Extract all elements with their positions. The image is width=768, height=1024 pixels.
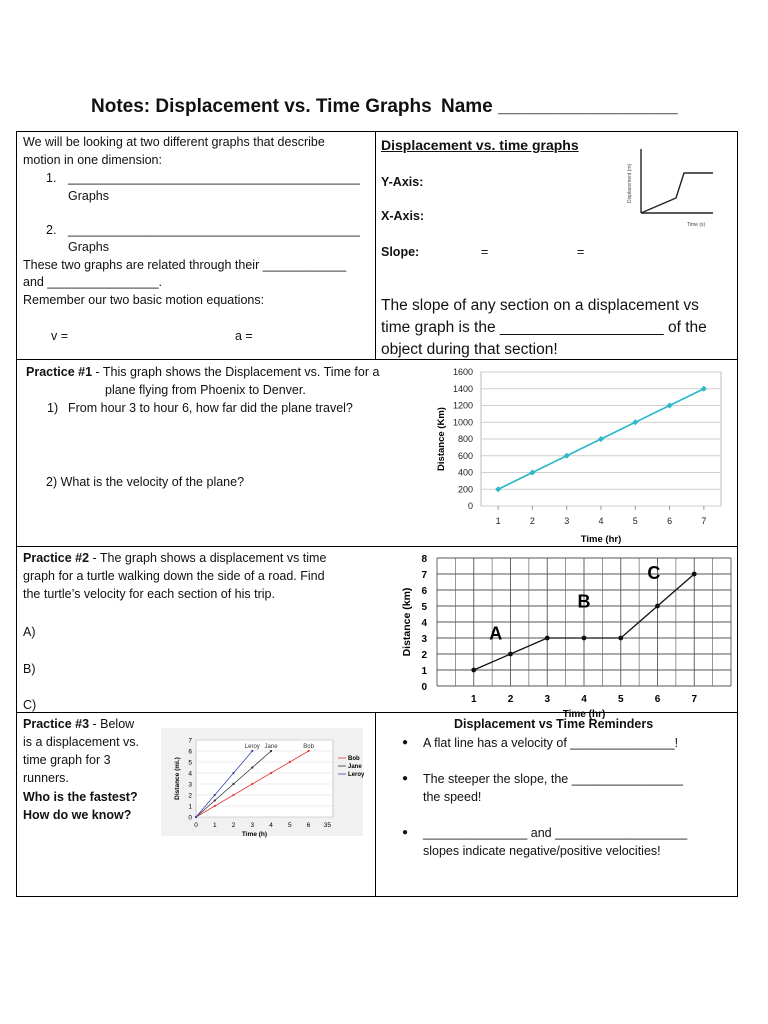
y-tick-label: 8 (421, 554, 427, 565)
end-label-bob: Bob (303, 744, 314, 750)
data-point (495, 486, 501, 492)
x-tick-label: 7 (691, 694, 698, 705)
practice-1-text-b: plane flying from Phoenix to Denver. (105, 383, 306, 397)
y-axis-title: Distance (Km) (436, 407, 447, 471)
data-point (618, 636, 623, 641)
remember-text: Remember our two basic motion equations: (23, 293, 265, 307)
data-point-bob (289, 761, 291, 763)
item-2-number: 2. (46, 223, 57, 237)
data-point-bob (308, 750, 310, 752)
x-tick-label: 4 (269, 822, 273, 829)
practice-3-intro (23, 715, 134, 733)
data-point-leroy (251, 750, 253, 752)
y-tick-label: 1200 (452, 400, 473, 411)
practice-2-intro (23, 549, 326, 567)
data-point-bob (232, 794, 234, 796)
data-point (692, 572, 697, 577)
practice-3-cell (23, 713, 163, 895)
reminders-cell (381, 714, 735, 896)
practice-2-text-c: the turtle’s velocity for each section of his trip. (23, 587, 275, 601)
legend-label-bob: Bob (348, 756, 360, 763)
slope-text-1: The slope of any section on a displacement vs (381, 297, 699, 314)
x-tick-label: 2 (529, 516, 535, 526)
velocity-equation: v = (51, 329, 69, 343)
practice-3-title: Practice #3 (23, 717, 90, 731)
item-1-label: Graphs (68, 189, 109, 203)
x-tick-label: 6 (667, 516, 673, 526)
data-point (667, 403, 673, 409)
data-point-bob (270, 772, 272, 774)
reminder-3-text-a: _______________ and ___________________ (423, 826, 688, 840)
reminder-1-text: A flat line has a velocity of _______________! (423, 736, 679, 750)
data-point (545, 636, 550, 641)
y-tick-label: 7 (421, 570, 427, 581)
plane-distance-chart (413, 362, 725, 544)
x-tick-label: 3 (250, 822, 255, 829)
x-tick-label: 5 (617, 694, 624, 705)
mini-graph-line (641, 173, 713, 213)
x-tick-label: 1 (470, 694, 477, 705)
turtle-distance-chart (397, 552, 732, 720)
practice-3-text-d: runners. (23, 771, 69, 785)
practice-2-title: Practice #2 (23, 551, 90, 565)
slope-text-3: object during that section! (381, 341, 558, 358)
page-title (91, 96, 678, 118)
data-point (471, 668, 476, 673)
section-label-b: B (577, 591, 591, 612)
reminders-heading: Displacement vs Time Reminders (454, 717, 654, 731)
y-tick-label: 7 (188, 737, 192, 745)
y-tick-label: 4 (188, 770, 192, 778)
name-field[interactable]: Name _________________ (441, 96, 678, 117)
section-label-c: C (647, 562, 661, 583)
x-tick-label: 1 (212, 822, 217, 829)
reminder-2 (398, 770, 728, 806)
item-2-blank[interactable]: __________________________________________ (68, 223, 360, 237)
y-tick-label: 6 (421, 586, 427, 597)
practice-2-a: A) (23, 625, 36, 639)
section-label-a: A (489, 623, 503, 644)
x-axis-title: Time (h) (241, 831, 268, 838)
x-tick-label: 1 (495, 516, 501, 526)
related-line-2: and ________________. (23, 275, 163, 289)
y-tick-label: 2 (188, 792, 192, 800)
data-point (508, 652, 513, 657)
y-tick-label: 600 (457, 450, 473, 461)
legend-label-leroy: Leroy (348, 772, 365, 779)
y-axis-label: Y-Axis: (381, 175, 424, 189)
mini-displacement-graph (619, 145, 719, 233)
practice-2-text-a: - The graph shows a displacement vs time (89, 551, 327, 565)
y-axis-title: Distance (mi.) (174, 757, 181, 800)
slope-text-2: time graph is the ___________________ of the (381, 319, 707, 336)
y-tick-label: 0 (421, 682, 427, 693)
practice-1-text-a: - This graph shows the Displacement vs. Time for a (92, 365, 380, 379)
reminders-list (398, 734, 728, 878)
mini-ylabel: Displacement (m) (627, 163, 633, 203)
x-tick-label: 4 (598, 516, 604, 526)
slope-equals-1: = (481, 245, 489, 259)
x-tick-label: 6 (654, 694, 661, 705)
x-tick-label: 2 (507, 694, 514, 705)
practice-1-q1: From hour 3 to hour 6, how far did the plane travel? (68, 401, 353, 415)
practice-3-text-a: - Below (89, 717, 135, 731)
data-point-jane (214, 799, 216, 801)
title-text: Notes: Displacement vs. Time Graphs (91, 96, 432, 117)
y-tick-label: 4 (421, 618, 427, 629)
y-tick-label: 6 (188, 748, 192, 756)
mini-xlabel: Time (s) (687, 222, 706, 228)
practice-1-title: Practice #1 (26, 365, 93, 379)
col-divider-bottom (375, 712, 376, 896)
data-point-leroy (232, 772, 234, 774)
x-tick-label: 3 (544, 694, 551, 705)
acceleration-equation: a = (235, 329, 253, 343)
practice-3-text-b: is a displacement vs. (23, 735, 140, 749)
x-tick-label: 5 (632, 516, 638, 526)
reminder-1 (398, 734, 728, 752)
y-tick-label: 1600 (452, 367, 473, 377)
y-tick-label: 1 (421, 666, 427, 677)
x-tick-label: 7 (701, 516, 707, 526)
runners-distance-chart (161, 728, 363, 836)
y-tick-label: 1400 (452, 383, 473, 394)
data-point-leroy (214, 794, 216, 796)
reminder-2-text-a: The steeper the slope, the ________________ (423, 772, 683, 786)
practice-3-q1: Who is the fastest? (23, 790, 138, 804)
y-tick-label: 0 (467, 501, 473, 511)
y-tick-label: 2 (421, 650, 427, 661)
y-tick-label: 3 (188, 781, 192, 789)
x-tick-label: 6 (306, 822, 311, 829)
dvt-heading: Displacement vs. time graphs (381, 137, 579, 153)
practice-1-intro (26, 363, 379, 381)
x-tick-label: 5 (288, 822, 292, 829)
reminder-2-text-b: the speed! (423, 790, 482, 804)
y-tick-label: 1 (188, 803, 192, 811)
data-point (582, 636, 587, 641)
data-point (655, 604, 660, 609)
x-tick-label: 3 (564, 516, 570, 526)
intro-line-1: We will be looking at two different graphs that describe (23, 135, 325, 149)
y-tick-label: 1000 (452, 417, 473, 428)
data-point-bob (214, 805, 216, 807)
related-line-1: These two graphs are related through their ____________ (23, 258, 347, 272)
data-point-jane (251, 766, 253, 768)
y-tick-label: 5 (421, 602, 427, 613)
y-tick-label: 5 (188, 759, 192, 767)
worksheet (16, 131, 738, 897)
practice-1-q2: 2) What is the velocity of the plane? (46, 475, 245, 489)
intro-cell (23, 133, 373, 359)
y-tick-label: 800 (457, 434, 473, 444)
x-axis-label: X-Axis: (381, 209, 425, 223)
x-tick-label: 35 (323, 822, 331, 829)
practice-2-text-b: graph for a turtle walking down the side of a road. Find (23, 569, 325, 583)
x-axis-title: Time (hr) (580, 534, 622, 545)
item-2-label: Graphs (68, 240, 109, 254)
data-point (701, 386, 707, 392)
x-tick-label: 2 (231, 822, 236, 829)
item-1-number: 1. (46, 171, 57, 185)
col-divider-top (375, 132, 376, 359)
practice-1-q1-number: 1) (47, 401, 59, 415)
y-tick-label: 400 (457, 467, 473, 478)
reminder-3 (398, 824, 728, 860)
legend-label-jane: Jane (348, 764, 362, 771)
reminder-3-text-b: slopes indicate negative/positive velocities! (423, 844, 661, 858)
end-label-jane: Jane (264, 744, 278, 750)
slope-label: Slope: (381, 245, 420, 259)
plot-area (196, 740, 333, 817)
practice-3-q2: How do we know? (23, 808, 132, 822)
slope-equals-2: = (577, 245, 585, 259)
y-axis-title: Distance (km) (401, 587, 413, 657)
intro-line-2: motion in one dimension: (23, 153, 162, 167)
item-1-blank[interactable]: __________________________________________ (68, 171, 360, 185)
x-tick-label: 0 (194, 822, 198, 829)
practice-2-cell (23, 547, 393, 711)
data-point (529, 470, 535, 476)
practice-2-c: C) (23, 698, 37, 712)
practice-3-text-c: time graph for 3 (23, 753, 111, 767)
dvt-cell (381, 133, 735, 359)
practice-2-b: B) (23, 662, 36, 676)
practice-1-cell (23, 360, 413, 545)
x-axis-title: Time (hr) (562, 709, 606, 720)
end-label-leroy: Leroy (244, 744, 260, 750)
y-tick-label: 3 (421, 634, 427, 645)
y-tick-label: 0 (188, 814, 192, 822)
data-point-leroy (195, 816, 197, 818)
data-point-jane (270, 750, 272, 752)
data-point (564, 453, 570, 459)
data-point-jane (232, 783, 234, 785)
y-tick-label: 200 (457, 484, 473, 495)
data-point (598, 436, 604, 442)
x-tick-label: 4 (581, 694, 587, 705)
data-point (632, 419, 638, 425)
data-point-bob (251, 783, 253, 785)
